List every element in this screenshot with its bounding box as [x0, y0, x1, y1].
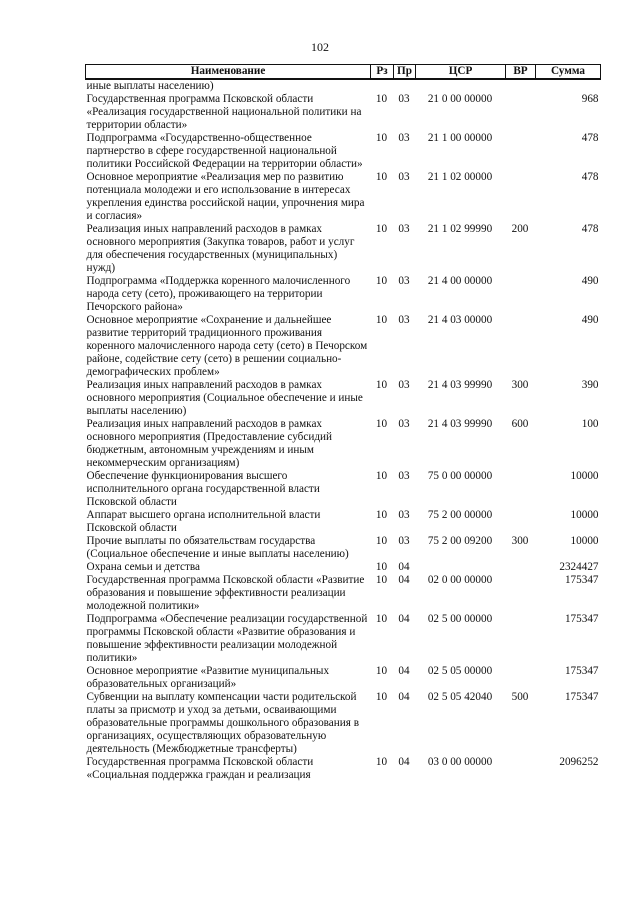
cell-name: Подпрограмма «Обеспечение реализации государственной программы Псковской области «Развитие образования и повышение эффективности реализации молодежной политики» [86, 613, 368, 664]
cell-pr: 03 [398, 171, 410, 183]
cell-csr: 21 4 03 00000 [427, 314, 493, 326]
cell-csr: 75 2 00 09200 [427, 535, 493, 547]
cell-sum: 100 [581, 418, 599, 430]
table-row [86, 756, 601, 782]
cell-rz: 10 [375, 691, 388, 703]
cell-csr: 75 0 00 00000 [427, 470, 493, 482]
cell-sum: 490 [581, 314, 599, 326]
cell-name: Прочие выплаты по обязательствам государства (Социальное обеспечение и иные выплаты населению) [86, 535, 349, 560]
cell-rz: 10 [375, 171, 388, 183]
cell-sum: 968 [581, 93, 599, 105]
cell-name: Основное мероприятие «Развитие муниципальных образовательных организаций» [86, 665, 330, 690]
cell-vr [506, 574, 536, 613]
cell-name: Обеспечение функционирования высшего исполнительного органа государственной власти Псковской области [86, 470, 320, 508]
cell-rz: 10 [375, 470, 388, 482]
cell-vr [506, 561, 536, 574]
table-row [86, 223, 601, 275]
cell-csr: 02 5 05 00000 [427, 665, 493, 677]
cell-csr: 02 5 05 42040 [427, 691, 493, 703]
cell-rz: 10 [375, 379, 388, 391]
cell-sum: 2324427 [559, 561, 599, 573]
cell-vr [506, 509, 536, 535]
cell-sum: 478 [581, 132, 599, 144]
cell-sum: 175347 [564, 574, 599, 586]
cell-rz [371, 79, 394, 93]
cell-vr [506, 756, 536, 782]
cell-csr: 21 0 00 00000 [427, 93, 493, 105]
cell-name: Основное мероприятие «Сохранение и дальнейшее развитие территорий традиционного проживания коренного малочисленного народа сету (сето) в Печорском районе, содействие сету (сето) в решении социально-демографических проблем» [86, 314, 368, 378]
cell-rz: 10 [375, 275, 388, 287]
table-row [86, 314, 601, 379]
cell-sum: 478 [581, 223, 599, 235]
cell-rz: 10 [375, 223, 388, 235]
cell-rz: 10 [375, 132, 388, 144]
table-row [86, 613, 601, 665]
cell-name: Основное мероприятие «Реализация мер по развитию потенциала молодежи и его использование в интересах укрепления единства российской нации, упрочнения мира и согласия» [86, 171, 365, 222]
table-row [86, 535, 601, 561]
table-row [86, 691, 601, 756]
cell-sum: 490 [581, 275, 599, 287]
cell-csr: 02 5 00 00000 [427, 613, 493, 625]
cell-pr: 03 [398, 223, 410, 235]
cell-sum: 478 [581, 171, 599, 183]
table-row [86, 79, 601, 93]
cell-rz: 10 [375, 613, 388, 625]
cell-vr: 300 [511, 379, 529, 391]
table-row [86, 470, 601, 509]
cell-sum: 390 [581, 379, 599, 391]
header-vr: ВР [506, 65, 536, 80]
budget-table [85, 64, 601, 782]
cell-pr [394, 79, 416, 93]
cell-rz: 10 [375, 509, 388, 521]
cell-sum [536, 79, 601, 93]
cell-sum: 175347 [564, 613, 599, 625]
cell-sum: 2096252 [559, 756, 599, 768]
cell-vr [506, 665, 536, 691]
cell-name: Подпрограмма «Поддержка коренного малочисленного народа сету (сето), проживающего на территории Печорского района» [86, 275, 351, 313]
cell-sum: 175347 [564, 665, 599, 677]
cell-pr: 04 [398, 574, 410, 586]
cell-vr [506, 93, 536, 132]
cell-csr [416, 79, 506, 93]
cell-vr [506, 79, 536, 93]
cell-name: Субвенции на выплату компенсации части родительской платы за присмотр и уход за детьми, осваивающими образовательные программы дошкольного образования в организациях, осуществляющих образовательную деятельность (Межбюджетные трансферты) [86, 691, 359, 755]
cell-vr [506, 275, 536, 314]
cell-name: Государственная программа Псковской области «Социальная поддержка граждан и реализация [86, 756, 314, 781]
cell-rz: 10 [375, 93, 388, 105]
cell-csr: 03 0 00 00000 [427, 756, 493, 768]
cell-csr: 75 2 00 00000 [427, 509, 493, 521]
table-header [86, 65, 601, 80]
cell-rz: 10 [375, 535, 388, 547]
cell-pr: 03 [398, 314, 410, 326]
header-rz: Рз [371, 65, 394, 80]
cell-csr: 21 1 02 99990 [427, 223, 493, 235]
table-body [86, 79, 601, 782]
cell-csr: 02 0 00 00000 [427, 574, 493, 586]
cell-pr: 04 [398, 561, 410, 573]
cell-vr [506, 470, 536, 509]
cell-sum: 10000 [570, 509, 599, 521]
cell-name: Подпрограмма «Государственно-общественное партнерство в сфере государственной национальной политики Российской Федерации на территории области» [86, 132, 363, 170]
cell-vr: 300 [511, 535, 529, 547]
header-sum: Сумма [536, 65, 601, 80]
table-row [86, 275, 601, 314]
table-row [86, 574, 601, 613]
cell-pr: 03 [398, 379, 410, 391]
cell-vr [506, 132, 536, 171]
cell-pr: 04 [398, 613, 410, 625]
cell-rz: 10 [375, 314, 388, 326]
cell-vr [506, 171, 536, 223]
cell-name: Аппарат высшего органа исполнительной власти Псковской области [86, 509, 321, 534]
cell-vr: 200 [511, 223, 529, 235]
cell-name: Охрана семьи и детства [86, 561, 200, 573]
cell-name: Государственная программа Псковской области «Реализация государственной национальной политики на территории области» [86, 93, 362, 131]
cell-pr: 04 [398, 756, 410, 768]
cell-pr: 03 [398, 93, 410, 105]
table-row [86, 379, 601, 418]
cell-name: Государственная программа Псковской области «Развитие образования и повышение эффективности реализации молодежной политики» [86, 574, 365, 612]
cell-rz: 10 [375, 574, 388, 586]
cell-rz: 10 [375, 418, 388, 430]
header-name: Наименование [86, 65, 371, 80]
cell-pr: 03 [398, 509, 410, 521]
header-pr: Пр [394, 65, 416, 80]
cell-vr: 500 [511, 691, 529, 703]
table-row [86, 418, 601, 470]
cell-pr: 03 [398, 470, 410, 482]
cell-rz: 10 [375, 756, 388, 768]
cell-csr [416, 561, 506, 574]
page-number: 102 [311, 40, 329, 54]
cell-sum: 175347 [564, 691, 599, 703]
header-csr: ЦСР [416, 65, 506, 80]
cell-csr: 21 1 02 00000 [427, 171, 493, 183]
table-row [86, 665, 601, 691]
cell-vr: 600 [511, 418, 529, 430]
table-row [86, 561, 601, 574]
cell-csr: 21 4 03 99990 [427, 418, 493, 430]
cell-sum: 10000 [570, 470, 599, 482]
cell-name: Реализация иных направлений расходов в рамках основного мероприятия (Социальное обеспечение и иные выплаты населению) [86, 379, 363, 417]
cell-pr: 03 [398, 418, 410, 430]
table-row [86, 171, 601, 223]
cell-rz: 10 [375, 665, 388, 677]
cell-pr: 04 [398, 665, 410, 677]
table-row [86, 509, 601, 535]
cell-csr: 21 4 00 00000 [427, 275, 493, 287]
cell-sum: 10000 [570, 535, 599, 547]
table-row [86, 93, 601, 132]
cell-pr: 04 [398, 691, 410, 703]
table-row [86, 132, 601, 171]
cell-pr: 03 [398, 275, 410, 287]
cell-name: Реализация иных направлений расходов в рамках основного мероприятия (Предоставление субсидий бюджетным, автономным учреждениям и иным некоммерческим организациям) [86, 418, 332, 469]
cell-vr [506, 314, 536, 379]
cell-pr: 03 [398, 535, 410, 547]
cell-vr [506, 613, 536, 665]
cell-pr: 03 [398, 132, 410, 144]
cell-csr: 21 4 03 99990 [427, 379, 493, 391]
cell-name: иные выплаты населению) [86, 80, 214, 92]
cell-csr: 21 1 00 00000 [427, 132, 493, 144]
cell-rz: 10 [375, 561, 388, 573]
cell-name: Реализация иных направлений расходов в рамках основного мероприятия (Закупка товаров, работ и услуг для обеспечения государственных (муниципальных) нужд) [86, 223, 355, 274]
